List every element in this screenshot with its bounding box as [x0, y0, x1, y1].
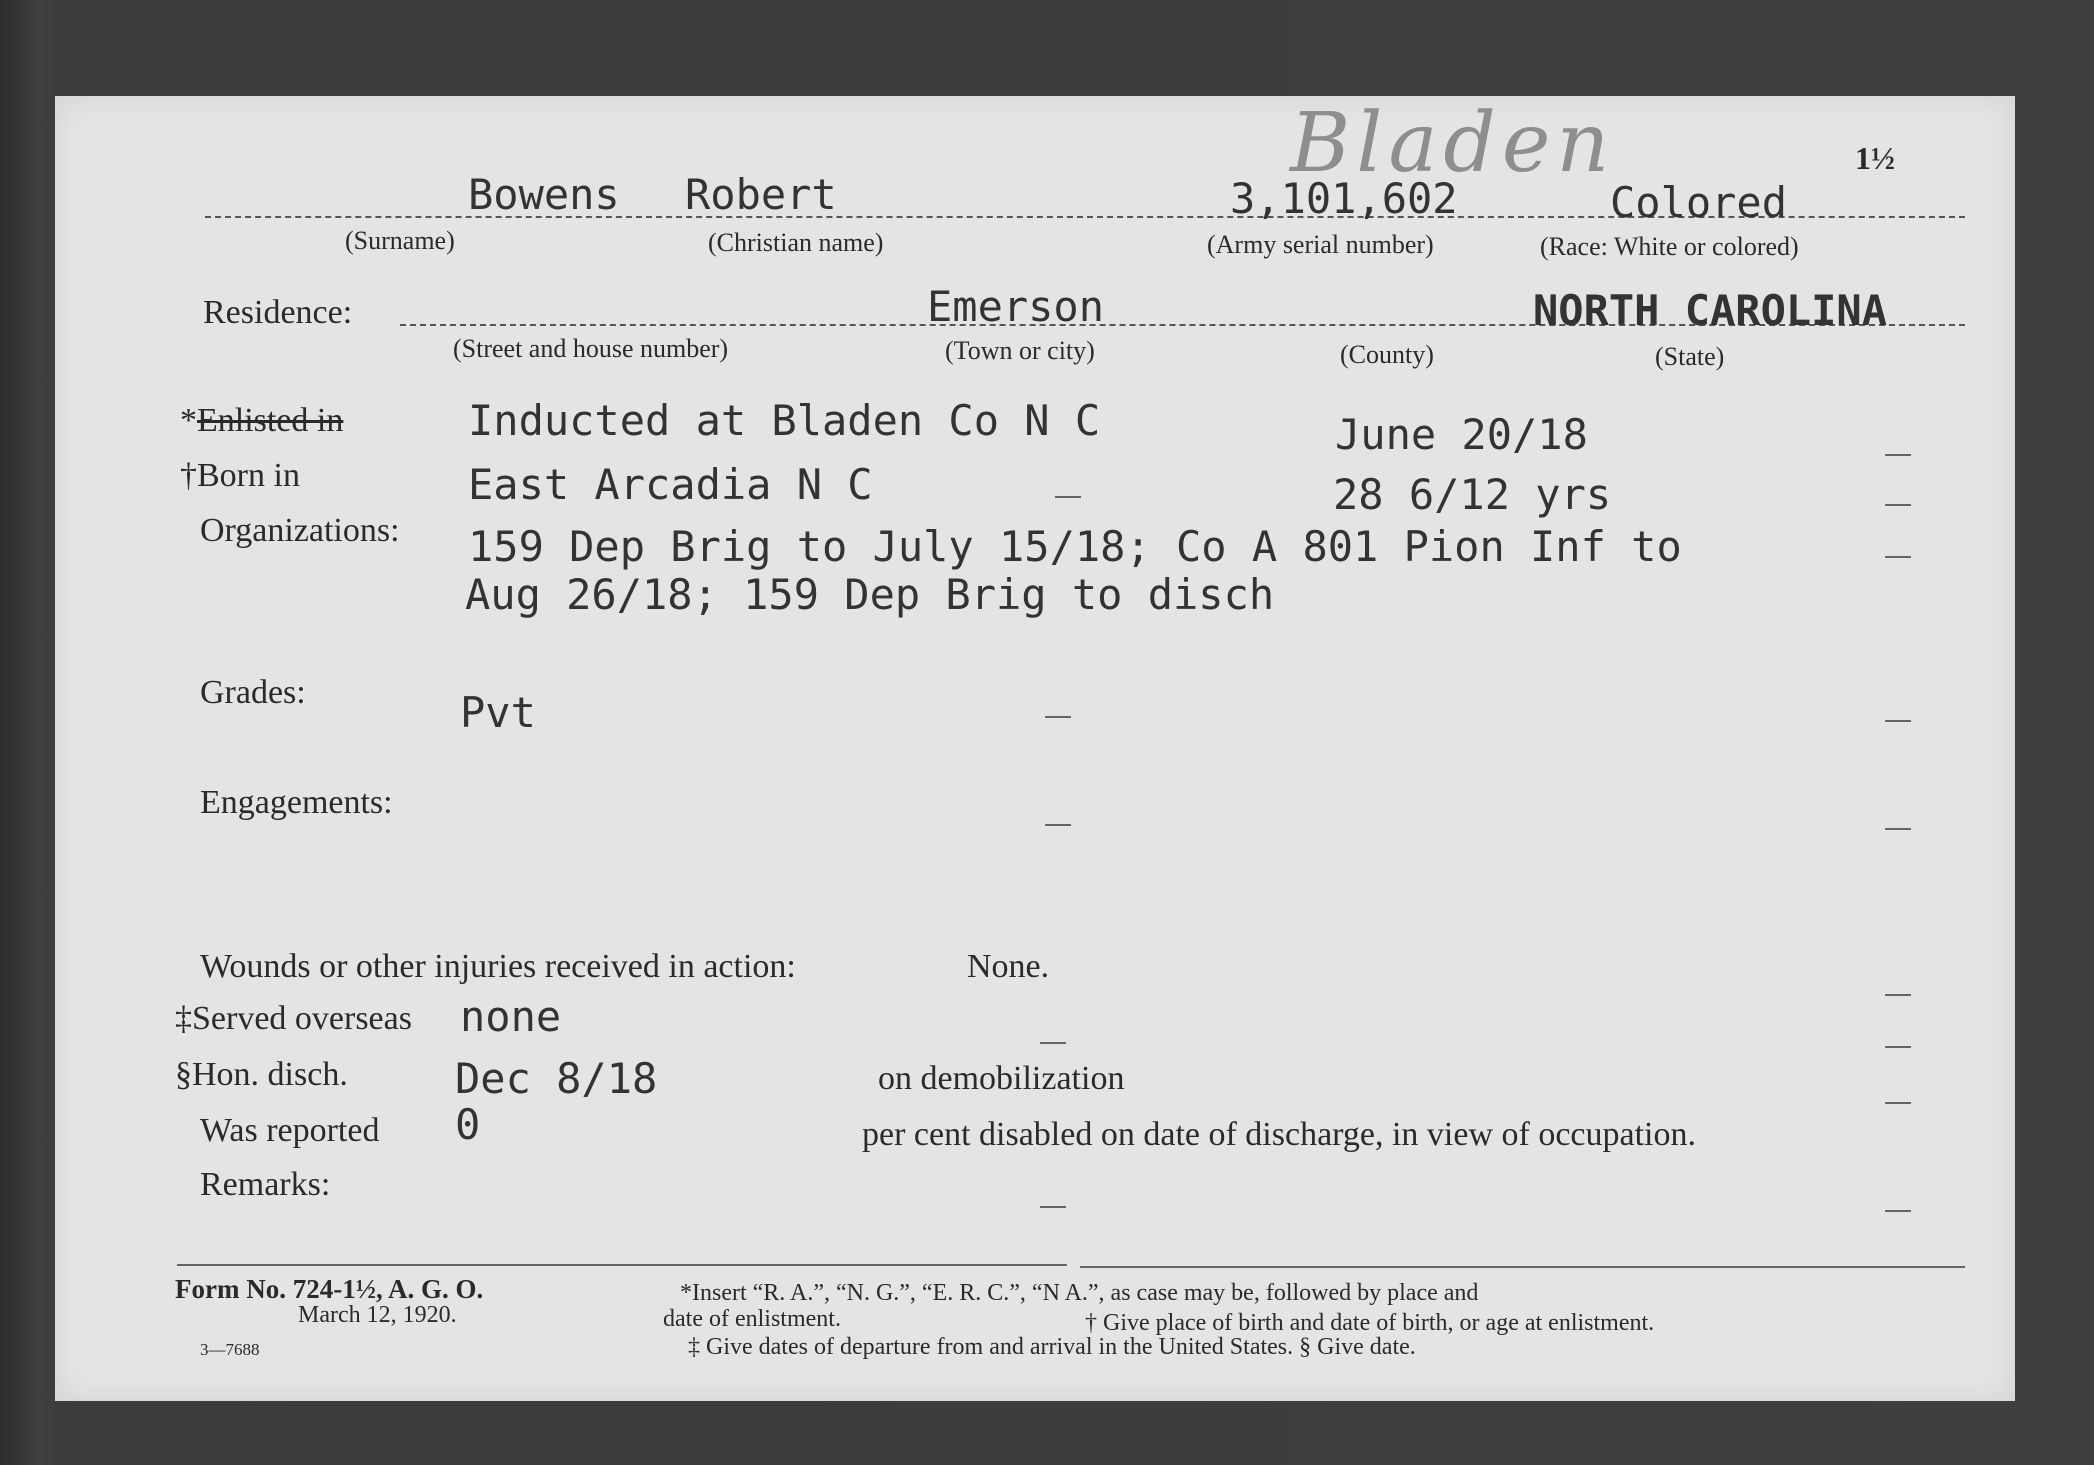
footnote-enlistment: date of enlistment.	[663, 1306, 841, 1332]
footnote-overseas: ‡ Give dates of departure from and arrival in the United States. § Give date.	[688, 1334, 1416, 1360]
serial-caption: (Army serial number)	[1207, 230, 1434, 259]
footnote-insert: *Insert “R. A.”, “N. G.”, “E. R. C.”, “N A.”, as case may be, followed by place and	[680, 1280, 1479, 1306]
county-caption: (County)	[1340, 340, 1434, 369]
town-caption: (Town or city)	[945, 336, 1095, 365]
reported-label: Was reported	[200, 1112, 380, 1149]
residence-label: Residence:	[203, 294, 353, 331]
born-label-text: Born in	[197, 457, 300, 494]
race-value: Colored	[1610, 178, 1788, 227]
age-value: 28 6/12 yrs	[1333, 470, 1612, 519]
reported-note: per cent disabled on date of discharge, in view of occupation.	[862, 1116, 1696, 1153]
hon-disch-label	[175, 1056, 348, 1094]
town-value: Emerson	[927, 282, 1105, 331]
born-mark: †	[180, 457, 197, 494]
tick-mark	[1885, 1046, 1911, 1048]
organizations-line-1: 159 Dep Brig to July 15/18; Co A 801 Pion Inf to	[468, 522, 1682, 571]
tick-mark	[1885, 720, 1911, 722]
organizations-line-2: Aug 26/18; 159 Dep Brig to disch	[465, 570, 1275, 619]
street-caption: (Street and house number)	[453, 334, 729, 363]
organizations-label: Organizations:	[200, 512, 400, 549]
footer-rule-right	[1080, 1266, 1965, 1268]
enlisted-date-value: June 20/18	[1335, 410, 1588, 459]
served-label	[175, 1000, 412, 1038]
record-card	[55, 96, 2015, 1401]
state-caption: (State)	[1655, 342, 1725, 371]
engagements-label: Engagements:	[200, 784, 393, 821]
enlisted-value: Inducted at Bladen Co N C	[468, 396, 1101, 445]
remarks-label: Remarks:	[200, 1166, 331, 1203]
grade-value: Pvt	[460, 688, 536, 737]
tick-mark	[1040, 1042, 1066, 1044]
tick-mark	[1885, 994, 1911, 996]
race-caption: (Race: White or colored)	[1540, 232, 1799, 261]
hon-label-text: Hon. disch.	[192, 1056, 348, 1093]
hon-mark: §	[175, 1056, 192, 1093]
form-number: Form No. 724-1½, A. G. O.	[175, 1274, 484, 1304]
served-label-text: Served overseas	[192, 1000, 412, 1037]
enlisted-mark: *	[180, 402, 197, 439]
form-date: March 12, 1920.	[298, 1302, 457, 1328]
tick-mark	[1055, 496, 1081, 498]
served-mark: ‡	[175, 1000, 192, 1037]
surname-caption: (Surname)	[345, 226, 455, 255]
enlisted-label	[180, 402, 343, 440]
tick-mark	[1885, 1102, 1911, 1104]
footer-rule-left	[177, 1264, 1067, 1266]
reported-value: 0	[455, 1100, 481, 1149]
hon-disch-date: Dec 8/18	[455, 1054, 658, 1103]
hon-disch-note: on demobilization	[878, 1060, 1125, 1097]
tick-mark	[1885, 504, 1911, 506]
christian-name-value: Robert	[685, 170, 837, 219]
grades-label: Grades:	[200, 674, 306, 711]
enlisted-label-text: Enlisted in	[197, 402, 344, 439]
born-value: East Arcadia N C	[468, 460, 873, 509]
surname-value: Bowens	[468, 170, 620, 219]
born-label	[180, 457, 300, 495]
wounds-label: Wounds or other injuries received in action:	[200, 948, 796, 985]
footnote-birth: † Give place of birth and date of birth, or age at enlistment.	[1085, 1310, 1655, 1336]
tick-mark	[1045, 716, 1071, 718]
handwritten-county: Bladen	[1290, 96, 1616, 191]
christian-name-caption: (Christian name)	[708, 228, 884, 257]
tick-mark	[1885, 1210, 1911, 1212]
tick-mark	[1885, 556, 1911, 558]
print-code: 3—7688	[200, 1340, 260, 1359]
tick-mark	[1885, 454, 1911, 456]
tick-mark	[1045, 824, 1071, 826]
served-value: none	[460, 992, 562, 1041]
serial-number-value: 3,101,602	[1230, 174, 1458, 223]
tick-mark	[1040, 1206, 1066, 1208]
tick-mark	[1885, 828, 1911, 830]
state-value: NORTH CAROLINA	[1533, 286, 1888, 335]
wounds-value: None.	[967, 948, 1050, 985]
form-fraction: 1½	[1855, 140, 1895, 176]
